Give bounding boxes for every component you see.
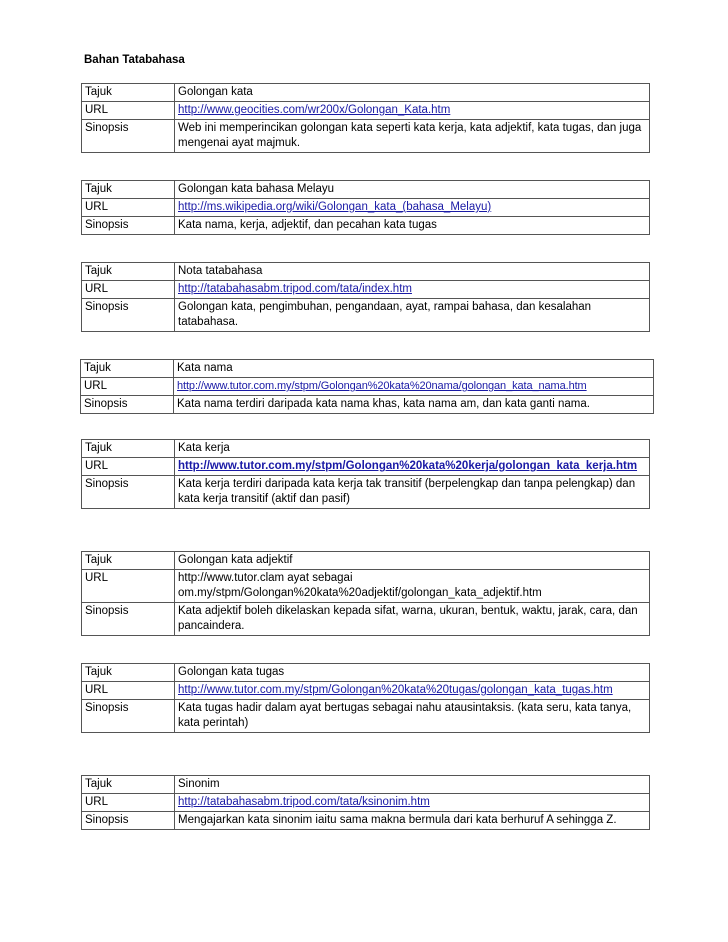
row-tajuk bbox=[82, 664, 650, 682]
resource-table bbox=[81, 439, 650, 509]
tajuk-value: Golongan kata tugas bbox=[175, 664, 650, 682]
row-tajuk bbox=[82, 181, 650, 199]
label-tajuk: Tajuk bbox=[82, 263, 175, 281]
row-tajuk bbox=[82, 440, 650, 458]
row-sinopsis bbox=[82, 299, 650, 332]
row-tajuk bbox=[82, 552, 650, 570]
label-sinopsis: Sinopsis bbox=[82, 217, 175, 235]
label-sinopsis: Sinopsis bbox=[82, 812, 175, 830]
sinopsis-value: Kata adjektif boleh dikelaskan kepada sifat, warna, ukuran, bentuk, waktu, jarak, cara, dan pancaindera. bbox=[175, 603, 650, 636]
row-sinopsis bbox=[82, 700, 650, 733]
url-link[interactable]: http://tatabahasabm.tripod.com/tata/ksinonim.htm bbox=[178, 796, 430, 808]
label-url: URL bbox=[82, 199, 175, 217]
resource-table bbox=[81, 775, 650, 830]
row-url bbox=[82, 458, 650, 476]
tajuk-value: Golongan kata bbox=[175, 84, 650, 102]
sinopsis-value: Mengajarkan kata sinonim iaitu sama makna bermula dari kata berhuruf A sehingga Z. bbox=[175, 812, 650, 830]
resource-table bbox=[81, 551, 650, 636]
row-url bbox=[82, 281, 650, 299]
url-link[interactable]: http://ms.wikipedia.org/wiki/Golongan_kata_(bahasa_Melayu) bbox=[178, 201, 492, 213]
tajuk-value: Golongan kata adjektif bbox=[175, 552, 650, 570]
row-sinopsis bbox=[81, 396, 654, 414]
row-tajuk bbox=[81, 360, 654, 378]
sinopsis-value: Web ini memperincikan golongan kata seperti kata kerja, kata adjektif, kata tugas, dan juga mengenai ayat majmuk. bbox=[175, 120, 650, 153]
url-link[interactable]: http://www.tutor.com.my/stpm/Golongan%20kata%20nama/golongan_kata_nama.htm bbox=[177, 380, 587, 392]
row-sinopsis bbox=[82, 603, 650, 636]
label-tajuk: Tajuk bbox=[81, 360, 174, 378]
label-sinopsis: Sinopsis bbox=[82, 700, 175, 733]
row-tajuk bbox=[82, 776, 650, 794]
resource-table bbox=[81, 180, 650, 235]
label-url: URL bbox=[82, 281, 175, 299]
label-url: URL bbox=[82, 570, 175, 603]
tajuk-value: Golongan kata bahasa Melayu bbox=[175, 181, 650, 199]
label-sinopsis: Sinopsis bbox=[82, 299, 175, 332]
tajuk-value: Kata kerja bbox=[175, 440, 650, 458]
label-tajuk: Tajuk bbox=[82, 552, 175, 570]
url-text: http://www.tutor.clam ayat sebagai om.my/stpm/Golongan%20kata%20adjektif/golongan_kata_adjektif.htm bbox=[178, 572, 542, 599]
resource-table bbox=[81, 663, 650, 733]
row-url bbox=[82, 794, 650, 812]
label-url: URL bbox=[82, 458, 175, 476]
row-url bbox=[82, 570, 650, 603]
label-tajuk: Tajuk bbox=[82, 84, 175, 102]
row-tajuk bbox=[82, 263, 650, 281]
label-tajuk: Tajuk bbox=[82, 664, 175, 682]
resource-table bbox=[81, 262, 650, 332]
label-url: URL bbox=[81, 378, 174, 396]
resource-table bbox=[81, 83, 650, 153]
label-sinopsis: Sinopsis bbox=[82, 603, 175, 636]
tajuk-value: Sinonim bbox=[175, 776, 650, 794]
label-url: URL bbox=[82, 682, 175, 700]
label-sinopsis: Sinopsis bbox=[81, 396, 174, 414]
label-tajuk: Tajuk bbox=[82, 776, 175, 794]
label-url: URL bbox=[82, 102, 175, 120]
label-tajuk: Tajuk bbox=[82, 181, 175, 199]
row-url bbox=[81, 378, 654, 396]
label-url: URL bbox=[82, 794, 175, 812]
url-link[interactable]: http://tatabahasabm.tripod.com/tata/index.htm bbox=[178, 283, 412, 295]
sinopsis-value: Kata tugas hadir dalam ayat bertugas sebagai nahu atausintaksis. (kata seru, kata tanya, kata perintah) bbox=[175, 700, 650, 733]
row-tajuk bbox=[82, 84, 650, 102]
row-url bbox=[82, 102, 650, 120]
row-url bbox=[82, 199, 650, 217]
row-sinopsis bbox=[82, 812, 650, 830]
row-sinopsis bbox=[82, 217, 650, 235]
label-sinopsis: Sinopsis bbox=[82, 476, 175, 509]
row-url bbox=[82, 682, 650, 700]
sinopsis-value: Golongan kata, pengimbuhan, pengandaan, ayat, rampai bahasa, dan kesalahan tatabahasa. bbox=[175, 299, 650, 332]
url-link[interactable]: http://www.geocities.com/wr200x/Golongan_Kata.htm bbox=[178, 104, 451, 116]
page-title: Bahan Tatabahasa bbox=[84, 54, 185, 66]
tajuk-value: Kata nama bbox=[174, 360, 654, 378]
url-link[interactable]: http://www.tutor.com.my/stpm/Golongan%20kata%20kerja/golongan_kata_kerja.htm bbox=[178, 460, 638, 472]
tajuk-value: Nota tatabahasa bbox=[175, 263, 650, 281]
resource-table bbox=[80, 359, 654, 414]
label-sinopsis: Sinopsis bbox=[82, 120, 175, 153]
label-tajuk: Tajuk bbox=[82, 440, 175, 458]
sinopsis-value: Kata kerja terdiri daripada kata kerja tak transitif (berpelengkap dan tanpa pelengkap) dan kata kerja transitif (aktif dan pasif) bbox=[175, 476, 650, 509]
url-link[interactable]: http://www.tutor.com.my/stpm/Golongan%20kata%20tugas/golongan_kata_tugas.htm bbox=[178, 684, 613, 696]
sinopsis-value: Kata nama, kerja, adjektif, dan pecahan kata tugas bbox=[175, 217, 650, 235]
sinopsis-value: Kata nama terdiri daripada kata nama khas, kata nama am, dan kata ganti nama. bbox=[174, 396, 654, 414]
row-sinopsis bbox=[82, 476, 650, 509]
row-sinopsis bbox=[82, 120, 650, 153]
